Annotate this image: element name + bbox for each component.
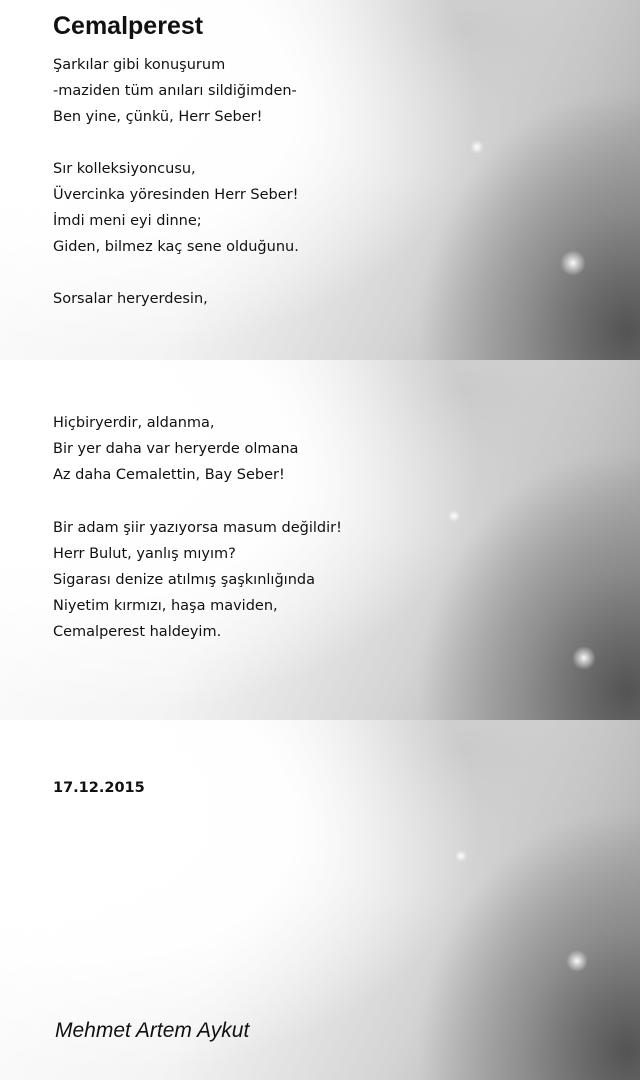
sparkle-decoration xyxy=(566,950,588,972)
poem-stanza xyxy=(53,156,299,260)
poem-line: Üvercinka yöresinden Herr Seber! xyxy=(53,187,299,203)
poem-line: Bir yer daha var heryerde olmana xyxy=(53,441,299,457)
poem-line: -maziden tüm anıları sildiğimden- xyxy=(53,83,297,99)
poem-line: Hiçbiryerdir, aldanma, xyxy=(53,415,215,431)
poem-stanza xyxy=(53,52,297,130)
poem-line: Niyetim kırmızı, haşa maviden, xyxy=(53,598,278,614)
poem-line: Ben yine, çünkü, Herr Seber! xyxy=(53,109,263,125)
sparkle-decoration xyxy=(470,140,484,154)
sparkle-decoration xyxy=(448,510,460,522)
poem-line: Sigarası denize atılmış şaşkınlığında xyxy=(53,572,315,588)
poem-panel-2 xyxy=(0,360,640,720)
poem-title: Cemalperest xyxy=(53,12,204,40)
poem-line: Herr Bulut, yanlış mıyım? xyxy=(53,546,236,562)
poem-line: Sır kolleksiyoncusu, xyxy=(53,161,196,177)
sparkle-decoration xyxy=(572,646,596,670)
poem-line: Giden, bilmez kaç sene olduğunu. xyxy=(53,239,299,255)
poem-panel-3 xyxy=(0,720,640,1080)
poem-panel-1 xyxy=(0,0,640,360)
poem-line: Az daha Cemalettin, Bay Seber! xyxy=(53,467,285,483)
poem-author: Mehmet Artem Aykut xyxy=(55,1019,250,1042)
sparkle-decoration xyxy=(560,250,586,276)
poem-stanza xyxy=(53,286,208,312)
poem-stanza xyxy=(53,515,342,645)
sparkle-decoration xyxy=(455,850,467,862)
poem-line: Şarkılar gibi konuşurum xyxy=(53,57,226,73)
poem-stanza xyxy=(53,410,298,488)
poem-line: İmdi meni eyi dinne; xyxy=(53,213,202,229)
poem-line: Sorsalar heryerdesin, xyxy=(53,291,208,307)
poem-line: Bir adam şiir yazıyorsa masum değildir! xyxy=(53,520,342,536)
poem-line: Cemalperest haldeyim. xyxy=(53,624,222,640)
poem-date: 17.12.2015 xyxy=(53,780,145,796)
